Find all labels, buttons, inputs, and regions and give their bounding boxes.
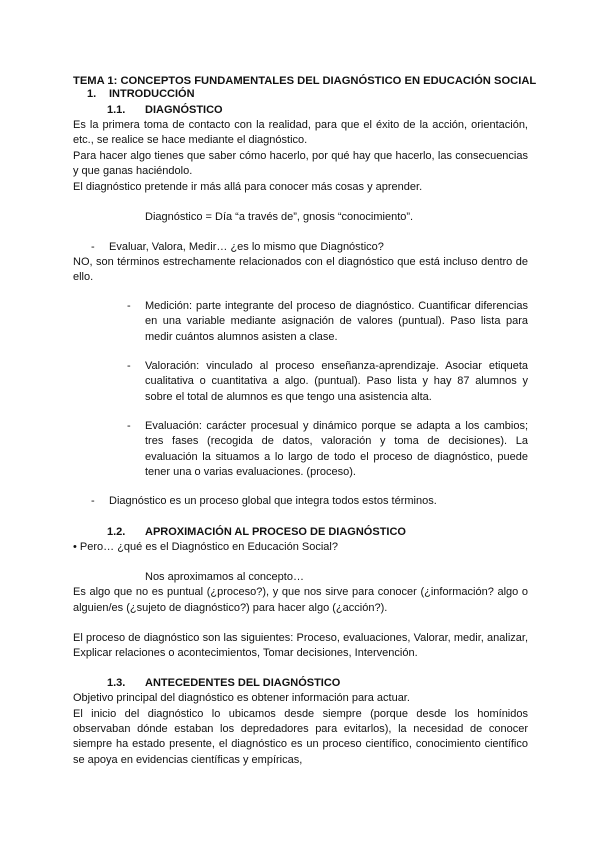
section-1-number: 1. xyxy=(87,88,97,100)
dash-bullet: - xyxy=(127,300,131,312)
document-title: TEMA 1: CONCEPTOS FUNDAMENTALES DEL DIAGNÓSTICO EN EDUCACIÓN SOCIAL xyxy=(73,75,537,87)
section-1-1-heading: DIAGNÓSTICO xyxy=(145,104,223,116)
medicion-line: Medición: parte integrante del proceso de diagnóstico. Cuantificar diferencias xyxy=(145,300,528,312)
paragraph-line: se apoya en evidencias científicas y empíricas, xyxy=(73,754,303,766)
evaluacion-line: tener una o varias evaluaciones. (proceso). xyxy=(145,466,356,478)
etymology-line: Diagnóstico = Día “a través de”, gnosis “conocimiento”. xyxy=(145,211,414,223)
dash-bullet: - xyxy=(127,360,131,372)
section-1-2-heading: APROXIMACIÓN AL PROCESO DE DIAGNÓSTICO xyxy=(145,526,406,538)
medicion-line: en una variable mediante asignación de valores (puntual). Paso lista para xyxy=(145,315,528,327)
paragraph-line: y que ganas haciéndolo. xyxy=(73,165,193,177)
evaluacion-line: Evaluación: carácter procesual y dinámico porque se adapta a los cambios; xyxy=(145,420,528,432)
paragraph-line: Objetivo principal del diagnóstico es obtener información para actuar. xyxy=(73,692,410,704)
paragraph-line: siempre ha estado presente, el diagnóstico es un proceso científico, conocimiento científico xyxy=(73,738,528,750)
approach-line: Nos aproximamos al concepto… xyxy=(145,571,304,583)
paragraph-line: Es algo que no es puntual (¿proceso?), y que nos sirve para conocer (¿información? algo o xyxy=(73,586,528,598)
valoracion-line: sobre el total de alumnos es que tengo una asistencia alta. xyxy=(145,391,432,403)
question-line: Evaluar, Valora, Medir… ¿es lo mismo que Diagnóstico? xyxy=(109,241,384,253)
paragraph-line: El diagnóstico pretende ir más allá para conocer más cosas y aprender. xyxy=(73,181,423,193)
answer-line: ello. xyxy=(73,271,94,283)
evaluacion-line: evaluación la situamos a lo largo de todo el proceso de diagnóstico, puede xyxy=(145,451,528,463)
paragraph-line: etc., se realice se hace mediante el diagnóstico. xyxy=(73,134,308,146)
dash-bullet: - xyxy=(127,420,131,432)
section-1-heading: INTRODUCCIÓN xyxy=(109,88,195,100)
paragraph-line: Para hacer algo tienes que saber cómo hacerlo, por qué hay que hacerlo, las consecuencias xyxy=(73,150,528,162)
paragraph-line: alguien/es (¿sujeto de diagnóstico?) para hacer algo (¿acción?). xyxy=(73,602,388,614)
dash-bullet: - xyxy=(91,495,95,507)
section-1-2-number: 1.2. xyxy=(107,526,126,538)
evaluacion-line: tres fases (recogida de datos, valoración y toma de decisiones). La xyxy=(145,435,528,447)
section-1-3-number: 1.3. xyxy=(107,677,126,689)
valoracion-line: Valoración: vinculado al proceso enseñanza-aprendizaje. Asociar etiqueta xyxy=(145,360,528,372)
bullet-question: • Pero… ¿qué es el Diagnóstico en Educación Social? xyxy=(73,541,338,553)
valoracion-line: cualitativa o cuantitativa a algo. (puntual). Paso lista y hay 87 alumnos y xyxy=(145,375,528,387)
section-1-1-number: 1.1. xyxy=(107,104,126,116)
paragraph-line: observaban dónde estaban los depredadores para evitarlos), la necesidad de conocer xyxy=(73,723,528,735)
answer-line: NO, son términos estrechamente relacionados con el diagnóstico que está incluso dentro de xyxy=(73,256,528,268)
paragraph-line: El inicio del diagnóstico lo ubicamos desde siempre (porque desde los homínidos xyxy=(73,708,528,720)
dash-bullet: - xyxy=(91,241,95,253)
paragraph-line: El proceso de diagnóstico son las siguientes: Proceso, evaluaciones, Valorar, medir, analizar, xyxy=(73,632,528,644)
medicion-line: medir cuántos alumnos asisten a clase. xyxy=(145,331,338,343)
paragraph-line: Es la primera toma de contacto con la realidad, para que el éxito de la acción, orientación, xyxy=(73,119,528,131)
global-line: Diagnóstico es un proceso global que integra todos estos términos. xyxy=(109,495,437,507)
paragraph-line: Explicar relaciones o acontecimientos, Tomar decisiones, Intervención. xyxy=(73,647,418,659)
section-1-3-heading: ANTECEDENTES DEL DIAGNÓSTICO xyxy=(145,677,341,689)
